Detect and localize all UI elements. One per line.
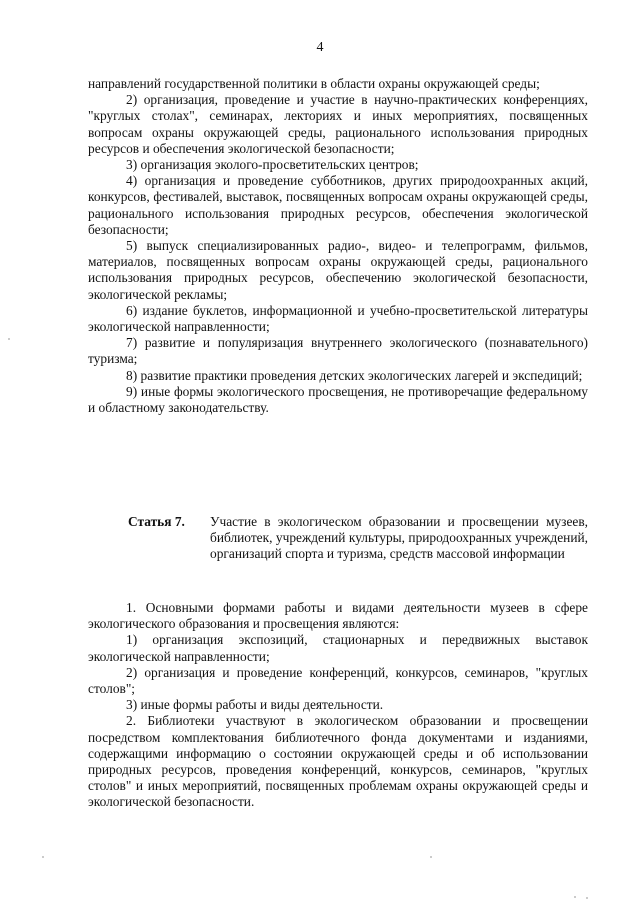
scan-speck <box>430 856 432 858</box>
list-item: 3) организация эколого-просветительских центров; <box>126 157 419 173</box>
bottom-text-block <box>88 600 588 811</box>
scan-speck <box>8 338 10 340</box>
paragraph: направлений государственной политики в области охраны окружающей среды; <box>88 76 540 91</box>
list-item: 6) издание буклетов, информационной и учебно-просветительской литературы экологической направленности; <box>88 302 588 335</box>
list-item: 3) иные формы работы и виды деятельности. <box>126 697 384 713</box>
list-item: 5) выпуск специализированных радио-, видео- и телепрограмм, фильмов, материалов, посвященных вопросам охраны окружающей среды, рационального использования природных ресурсов, обеспечению экологической безопасности, экологической рекламы; <box>88 238 588 302</box>
page-number: 4 <box>316 40 324 55</box>
top-text-block <box>88 76 588 416</box>
list-item: 8) развитие практики проведения детских экологических лагерей и экспедиций; <box>126 367 583 383</box>
article-label: Статья 7. <box>128 514 185 529</box>
list-item: 4) организация и проведение субботников, других природоохранных акций, конкурсов, фестивалей, выставок, посвященных вопросам охраны окружающей среды, рационального использования природных ресурсов, обеспечения экологической безопасности; <box>88 173 588 237</box>
article-heading <box>128 514 588 563</box>
scan-speck <box>42 856 44 858</box>
scan-speck <box>586 897 588 899</box>
scan-speck <box>574 896 576 898</box>
list-item: 9) иные формы экологического просвещения, не противоречащие федеральному и областному законодательству. <box>88 383 588 416</box>
list-item: 1) организация экспозиций, стационарных и передвижных выставок экологической направленности; <box>88 632 588 664</box>
list-item: 7) развитие и популяризация внутреннего экологического (познавательного) туризма; <box>88 335 588 367</box>
list-item: 2) организация и проведение конференций, конкурсов, семинаров, "круглых столов"; <box>88 664 588 697</box>
paragraph: 2. Библиотеки участвуют в экологическом образовании и просвещении посредством комплектования библиотечного фонда документами и изданиями, содержащими информацию о состоянии окружающей среды и об использовании природных ресурсов, проведения конференций, конкурсов, семинаров, "круглых столов" и иных мероприятий, посвященных проблемам охраны окружающей среды и экологической безопасности. <box>88 713 588 810</box>
article-title: Участие в экологическом образовании и просвещении музеев, библиотек, учреждений культуры, природоохранных учреждений, организаций спорта и туризма, средств массовой информации <box>210 514 588 562</box>
list-item: 2) организация, проведение и участие в научно-практических конференциях, "круглых столах", семинарах, лекториях и иных мероприятиях, посвященных вопросам охраны окружающей среды, рационального использования природных ресурсов и обеспечения экологической безопасности; <box>88 92 588 156</box>
paragraph: 1. Основными формами работы и видами деятельности музеев в сфере экологического образования и просвещения являются: <box>88 600 588 632</box>
